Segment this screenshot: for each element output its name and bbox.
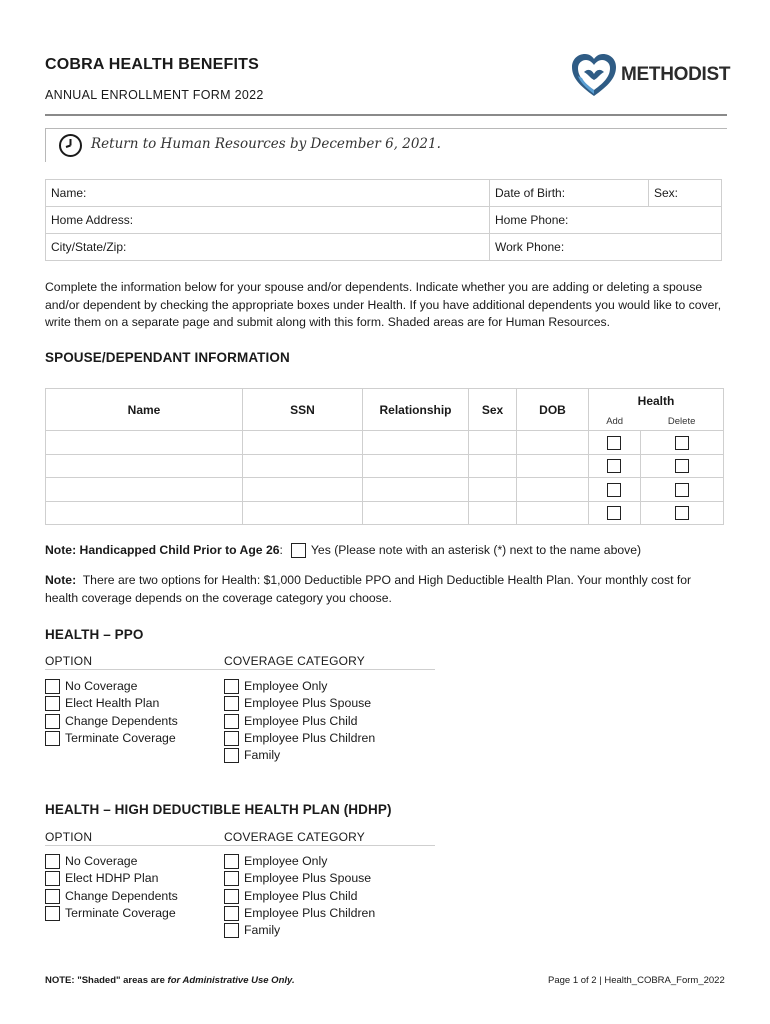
table-row	[46, 501, 724, 525]
option-label: Change Dependents	[65, 713, 178, 728]
name-label: Name:	[51, 186, 87, 200]
checkbox[interactable]	[224, 731, 239, 746]
home-phone-field[interactable]	[490, 207, 722, 234]
hdhp-coverage-employee-plus-children[interactable]	[224, 905, 375, 922]
hdhp-option-list	[45, 853, 178, 922]
dependent-relationship-cell[interactable]	[363, 431, 469, 455]
ppo-option-change-dependents[interactable]	[45, 713, 178, 730]
coverage-label: Employee Plus Child	[244, 713, 358, 728]
personal-info-table	[45, 179, 722, 261]
option-label: Terminate Coverage	[65, 905, 176, 920]
ppo-coverage-employee-plus-children[interactable]	[224, 730, 375, 747]
dependent-name-cell[interactable]	[46, 501, 243, 525]
checkbox[interactable]	[224, 906, 239, 921]
home-address-label: Home Address:	[51, 213, 134, 227]
form-title: COBRA HEALTH BENEFITS	[45, 56, 259, 73]
option-label: Elect HDHP Plan	[65, 871, 159, 886]
ppo-coverage-family[interactable]	[224, 747, 375, 764]
dependent-ssn-cell[interactable]	[243, 478, 363, 502]
col-relationship-header: Relationship	[363, 389, 469, 431]
add-checkbox[interactable]	[607, 483, 621, 497]
add-checkbox[interactable]	[607, 459, 621, 473]
dob-label: Date of Birth:	[495, 186, 566, 200]
dependent-sex-cell[interactable]	[469, 501, 517, 525]
col-dob-header: DOB	[517, 389, 589, 431]
delete-checkbox[interactable]	[675, 459, 689, 473]
table-row	[46, 454, 724, 478]
delete-checkbox[interactable]	[675, 436, 689, 450]
footer-note-prefix: NOTE: "Shaded" areas are	[45, 975, 168, 986]
hdhp-coverage-family[interactable]	[224, 922, 375, 939]
coverage-label: Employee Plus Children	[244, 730, 376, 745]
checkbox[interactable]	[224, 871, 239, 886]
table-row	[46, 478, 724, 502]
dependents-heading: SPOUSE/DEPENDANT INFORMATION	[45, 350, 290, 365]
handicapped-yes-label: Yes (Please note with an asterisk (*) next to the name above)	[310, 543, 642, 557]
dependent-ssn-cell[interactable]	[243, 501, 363, 525]
coverage-label: Family	[244, 748, 281, 763]
coverage-label: Family	[244, 923, 281, 938]
coverage-label: Employee Only	[244, 854, 328, 868]
ppo-option-header: OPTION	[45, 654, 93, 668]
dependent-ssn-cell[interactable]	[243, 454, 363, 478]
checkbox[interactable]	[45, 679, 60, 694]
work-phone-label: Work Phone:	[495, 240, 565, 254]
col-health-header: Health	[589, 389, 724, 413]
hdhp-option-terminate-coverage[interactable]	[45, 905, 178, 922]
work-phone-field[interactable]	[490, 234, 722, 261]
hdhp-header-divider	[45, 845, 435, 846]
footer-admin-note	[45, 975, 295, 986]
ppo-option-elect-health-plan[interactable]	[45, 695, 178, 712]
col-name-header: Name	[46, 389, 243, 431]
col-sex-header: Sex	[469, 389, 517, 431]
ppo-coverage-header: COVERAGE CATEGORY	[224, 654, 365, 668]
dependent-relationship-cell[interactable]	[363, 478, 469, 502]
checkbox[interactable]	[45, 731, 60, 746]
ppo-option-no-coverage[interactable]	[45, 678, 178, 695]
hdhp-coverage-employee-plus-child[interactable]	[224, 888, 375, 905]
hdhp-coverage-employee-only[interactable]	[224, 853, 375, 870]
dependent-relationship-cell[interactable]	[363, 454, 469, 478]
ppo-coverage-employee-plus-child[interactable]	[224, 713, 375, 730]
table-row	[46, 431, 724, 455]
hdhp-coverage-employee-plus-spouse[interactable]	[224, 870, 375, 887]
col-add-header: Add	[589, 413, 641, 431]
delete-checkbox[interactable]	[675, 483, 689, 497]
hdhp-option-no-coverage[interactable]	[45, 853, 178, 870]
dependent-dob-cell[interactable]	[517, 431, 589, 455]
checkbox[interactable]	[45, 906, 60, 921]
home-address-field[interactable]	[46, 207, 490, 234]
handicapped-note-label: Note: Handicapped Child Prior to Age 26	[45, 543, 280, 557]
checkbox[interactable]	[224, 923, 239, 938]
dependent-sex-cell[interactable]	[469, 454, 517, 478]
city-state-zip-label: City/State/Zip:	[51, 240, 127, 254]
option-label: Elect Health Plan	[65, 696, 160, 711]
dependent-ssn-cell[interactable]	[243, 431, 363, 455]
dependent-relationship-cell[interactable]	[363, 501, 469, 525]
add-checkbox[interactable]	[607, 506, 621, 520]
dependents-table	[45, 388, 724, 525]
hdhp-option-header: OPTION	[45, 830, 93, 844]
ppo-heading: HEALTH – PPO	[45, 627, 144, 642]
ppo-coverage-employee-plus-spouse[interactable]	[224, 695, 375, 712]
dependent-name-cell[interactable]	[46, 454, 243, 478]
options-note-text: There are two options for Health: $1,000 Deductible PPO and High Deductible Health Plan. Your monthly cost for health coverage depends on the coverage category you choose.	[45, 573, 692, 605]
dependent-dob-cell[interactable]	[517, 501, 589, 525]
return-deadline-text: Return to Human Resources by December 6, 2021.	[91, 136, 441, 152]
checkbox[interactable]	[224, 889, 239, 904]
options-note	[45, 572, 725, 607]
col-delete-header: Delete	[640, 413, 723, 431]
sex-label: Sex:	[654, 186, 679, 200]
checkbox[interactable]	[45, 871, 60, 886]
dependent-name-cell[interactable]	[46, 478, 243, 502]
dob-field[interactable]	[490, 180, 649, 207]
checkbox[interactable]	[224, 696, 239, 711]
option-label: Terminate Coverage	[65, 730, 176, 745]
name-field[interactable]	[46, 180, 490, 207]
dependent-sex-cell[interactable]	[469, 478, 517, 502]
checkbox[interactable]	[45, 889, 60, 904]
ppo-option-terminate-coverage[interactable]	[45, 730, 178, 747]
ppo-header-divider	[45, 669, 435, 670]
home-phone-label: Home Phone:	[495, 213, 569, 227]
option-label: No Coverage	[65, 679, 138, 693]
hdhp-coverage-list	[224, 853, 375, 939]
clock-icon	[58, 133, 83, 158]
coverage-label: Employee Plus Child	[244, 888, 358, 903]
header-divider	[45, 114, 727, 116]
coverage-label: Employee Plus Spouse	[244, 871, 372, 886]
checkbox[interactable]	[45, 854, 60, 869]
dependent-dob-cell[interactable]	[517, 454, 589, 478]
option-label: Change Dependents	[65, 888, 178, 903]
hdhp-heading: HEALTH – HIGH DEDUCTIBLE HEALTH PLAN (HDHP)	[45, 802, 392, 817]
hdhp-coverage-header: COVERAGE CATEGORY	[224, 830, 365, 844]
handicapped-note	[45, 542, 641, 560]
checkbox[interactable]	[45, 714, 60, 729]
hdhp-option-elect-hdhp-plan[interactable]	[45, 870, 178, 887]
checkbox[interactable]	[224, 854, 239, 869]
handicapped-yes-checkbox[interactable]	[291, 543, 306, 558]
checkbox[interactable]	[224, 714, 239, 729]
add-checkbox[interactable]	[607, 436, 621, 450]
dependent-sex-cell[interactable]	[469, 431, 517, 455]
instructions-paragraph: Complete the information below for your spouse and/or dependents. Indicate whether you are adding or deleting a spouse and/or dependent by checking the appropriate boxes under Health. If you have additional dependents you would like to cover, write them on a separate page and submit along with this form. Shaded areas are for Human Resources.	[45, 280, 722, 329]
coverage-label: Employee Only	[244, 679, 328, 693]
logo-wordmark: METHODIST	[621, 64, 731, 85]
dependent-name-cell[interactable]	[46, 431, 243, 455]
options-note-label: Note:	[45, 573, 77, 587]
coverage-label: Employee Plus Spouse	[244, 696, 372, 711]
ppo-coverage-list	[224, 678, 375, 764]
dependent-dob-cell[interactable]	[517, 478, 589, 502]
checkbox[interactable]	[224, 679, 239, 694]
sex-field[interactable]	[649, 180, 722, 207]
city-state-zip-field[interactable]	[46, 234, 490, 261]
col-ssn-header: SSN	[243, 389, 363, 431]
hdhp-option-change-dependents[interactable]	[45, 888, 178, 905]
form-subtitle: ANNUAL ENROLLMENT FORM 2022	[45, 88, 264, 102]
coverage-label: Employee Plus Children	[244, 905, 376, 920]
footer-note-emphasis: for Administrative Use Only.	[167, 975, 295, 986]
option-label: No Coverage	[65, 854, 138, 868]
checkbox[interactable]	[45, 696, 60, 711]
checkbox[interactable]	[224, 748, 239, 763]
delete-checkbox[interactable]	[675, 506, 689, 520]
ppo-coverage-employee-only[interactable]	[224, 678, 375, 695]
ppo-option-list	[45, 678, 178, 747]
handicapped-note-colon: :	[279, 543, 283, 557]
footer-page-info: Page 1 of 2 | Health_COBRA_Form_2022	[548, 975, 725, 986]
